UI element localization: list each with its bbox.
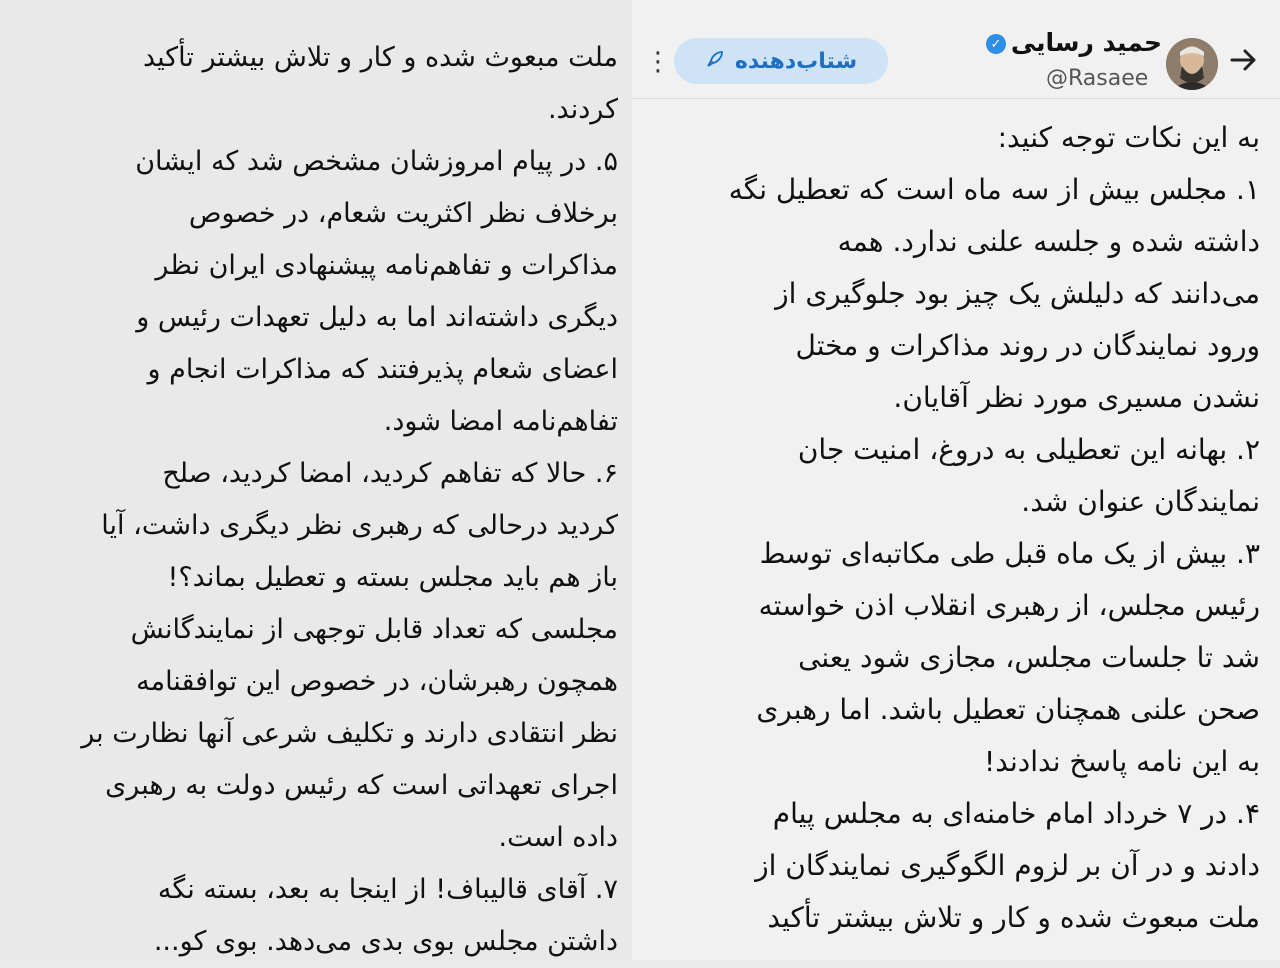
text-line: ۶. حالا که تفاهم کردید، امضا کردید، صلح bbox=[162, 458, 618, 489]
text-line: ۵. در پیام امروزشان مشخص شد که ایشان bbox=[135, 146, 618, 177]
text-line: مذاکرات و تفاهم‌نامه پیشنهادی ایران نظر bbox=[155, 250, 618, 281]
text-line: ۱. مجلس بیش از سه ماه است که تعطیل نگه bbox=[728, 173, 1260, 206]
author-handle[interactable]: @Rasaee bbox=[1046, 66, 1149, 91]
tweet-continuation-panel bbox=[0, 0, 632, 960]
text-line: داشته شده و جلسه علنی ندارد. همه bbox=[837, 225, 1260, 258]
text-line: به این نامه پاسخ ندادند! bbox=[984, 745, 1260, 778]
arrow-right-icon bbox=[1230, 48, 1258, 72]
divider bbox=[632, 98, 1280, 99]
text-line: داشتن مجلس بوی بدی می‌دهد. بوی کو... bbox=[153, 926, 618, 957]
text-line: اجرای تعهداتی است که رئیس دولت به رهبری bbox=[105, 770, 618, 801]
text-line: به این نکات توجه کنید: bbox=[997, 121, 1260, 154]
text-line: کردند. bbox=[547, 94, 618, 125]
text-line: ۳. بیش از یک ماه قبل طی مکاتبه‌ای توسط bbox=[759, 537, 1260, 570]
text-line: ۲. بهانه این تعطیلی به دروغ، امنیت جان bbox=[797, 433, 1260, 466]
text-line: تفاهم‌نامه امضا شود. bbox=[383, 406, 618, 437]
boost-button[interactable] bbox=[674, 38, 888, 84]
avatar[interactable] bbox=[1166, 38, 1218, 90]
text-line: کردید درحالی که رهبری نظر دیگری داشت، آیا bbox=[101, 510, 618, 541]
author-name[interactable]: حمید رسایی bbox=[1010, 28, 1162, 57]
text-line: داده است. bbox=[498, 822, 618, 853]
text-line: ملت مبعوث شده و کار و تلاش بیشتر تأکید bbox=[142, 42, 618, 73]
text-line: همچون رهبرشان، در خصوص این توافقنامه bbox=[136, 666, 618, 697]
verified-badge-icon: ✓ bbox=[986, 34, 1006, 54]
text-line: مجلسی که تعداد قابل توجهی از نمایندگانش bbox=[130, 614, 618, 645]
text-line: می‌دانند که دلیلش یک چیز بود جلوگیری از bbox=[775, 277, 1260, 310]
avatar-photo-icon bbox=[1166, 38, 1218, 90]
vertical-ellipsis-icon[interactable]: ⋮ bbox=[645, 47, 671, 77]
text-line: دادند و در آن بر لزوم الگوگیری نمایندگان از bbox=[755, 849, 1260, 882]
tweet-text-continued bbox=[0, 32, 618, 968]
text-line: اعضای شعام پذیرفتند که مذاکرات انجام و bbox=[147, 354, 618, 385]
text-line: ملت مبعوث شده و کار و تلاش بیشتر تأکید bbox=[767, 901, 1260, 934]
tweet-text bbox=[650, 112, 1260, 944]
text-line: رئیس مجلس، از رهبری انقلاب اذن خواسته bbox=[758, 589, 1260, 622]
text-line: صحن علنی همچنان تعطیل باشد. اما رهبری bbox=[756, 693, 1260, 726]
text-line: ورود نمایندگان در روند مذاکرات و مختل bbox=[795, 329, 1260, 362]
text-line: ۴. در ۷ خرداد امام خامنه‌ای به مجلس پیام bbox=[772, 797, 1260, 830]
text-line: شد تا جلسات مجلس، مجازی شود یعنی bbox=[798, 641, 1260, 674]
rocket-icon bbox=[705, 49, 725, 74]
text-line: نظر انتقادی دارند و تکلیف شرعی آنها نظارت بر bbox=[81, 718, 618, 749]
back-arrow-icon[interactable] bbox=[1228, 44, 1260, 76]
text-line: باز هم باید مجلس بسته و تعطیل بماند؟! bbox=[167, 562, 618, 593]
text-line: نمایندگان عنوان شد. bbox=[1021, 485, 1260, 518]
text-line: برخلاف نظر اکثریت شعام، در خصوص bbox=[188, 198, 618, 229]
boost-label: شتاب‌دهنده bbox=[734, 48, 858, 74]
text-line: ۷. آقای قالیباف! از اینجا به بعد، بسته نگه bbox=[157, 874, 618, 905]
text-line: نشدن مسیری مورد نظر آقایان. bbox=[893, 381, 1260, 414]
text-line: دیگری داشته‌اند اما به دلیل تعهدات رئیس و bbox=[136, 302, 618, 333]
